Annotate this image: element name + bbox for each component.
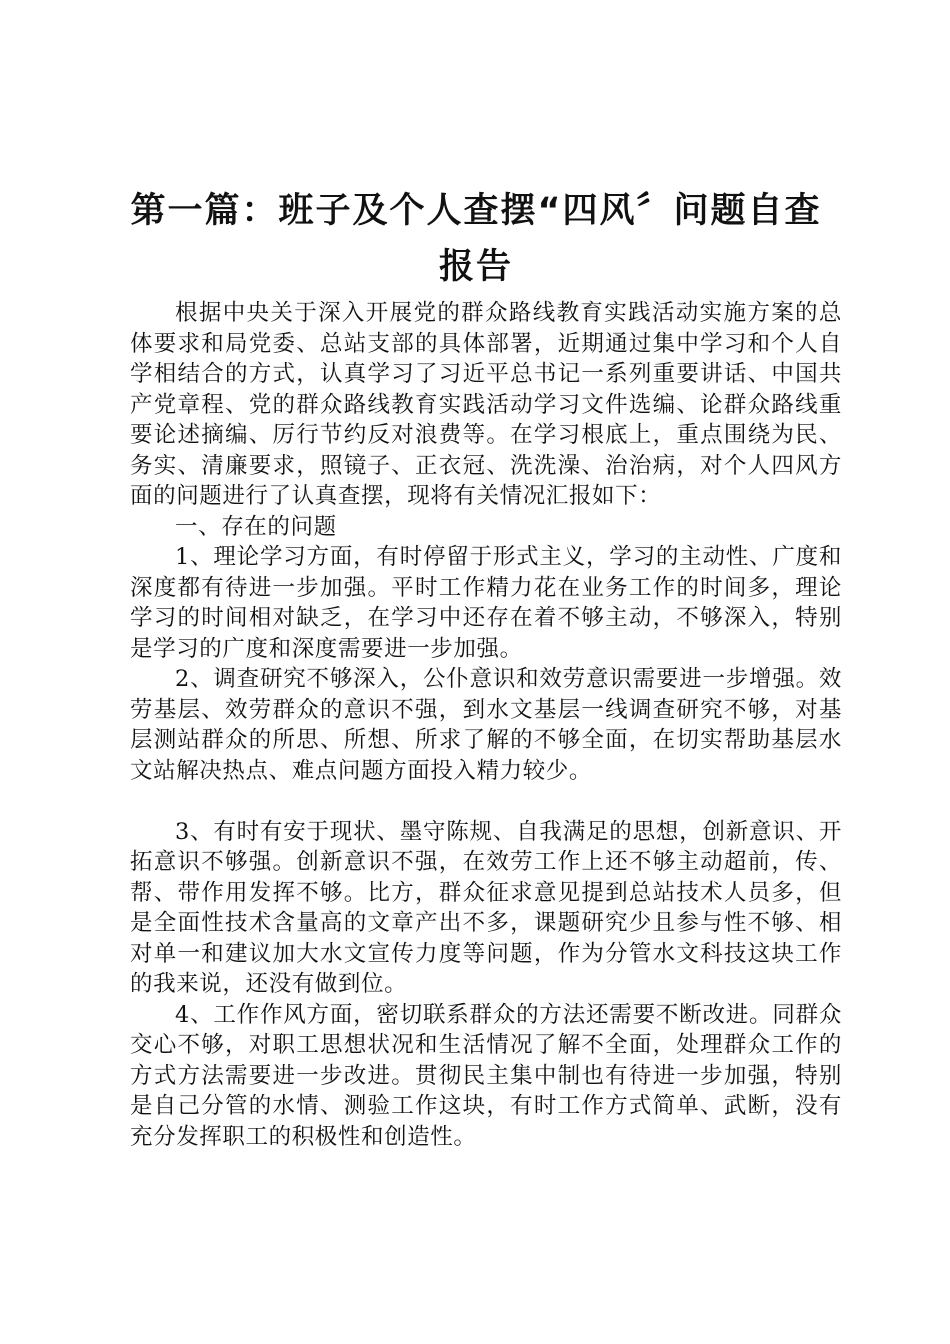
paragraph-item-4: 4、工作作风方面，密切联系群众的方法还需要不断改进。同群众交心不够，对职工思想状况和生活情况了解不全面，处理群众工作的方式方法需要进一步改进。贯彻民主集中制也有待进一步加强，特别是自己分管的水情、测验工作这块，有时工作方式简单、武断，没有充分发挥职工的积极性和创造性。 [130,1001,842,1150]
document-body [130,298,842,1152]
paragraph-item-3: 3、有时有安于现状、墨守陈规、自我满足的思想，创新意识、开拓意识不够强。创新意识不强，在效劳工作上还不够主动超前，传、帮、带作用发挥不够。比方，群众征求意见提到总站技术人员多，但是全面性技术含量高的文章产出不多，课题研究少且参与性不够、相对单一和建议加大水文宣传力度等问题，作为分管水文科技这块工作的我来说，还没有做到位。 [130,818,842,997]
document-title: 第一篇：班子及个人查摆“四风〞问题自查报告 [130,191,822,287]
section-heading-problems: 一、存在的问题 [175,513,337,540]
paragraph-intro: 根据中央关于深入开展党的群众路线教育实践活动实施方案的总体要求和局党委、总站支部的具体部署，近期通过集中学习和个人自学相结合的方式，认真学习了习近平总书记一系列重要讲话、中国共产党章程、党的群众路线教育实践活动学习文件选编、论群众路线重要论述摘编、厉行节约反对浪费等。在学习根底上，重点围绕为民、务实、清廉要求，照镜子、正衣冠、洗洗澡、治治病，对个人四风方面的问题进行了认真查摆，现将有关情况汇报如下： [130,300,842,509]
paragraph-item-1: 1、理论学习方面，有时停留于形式主义，学习的主动性、广度和深度都有待进一步加强。平时工作精力花在业务工作的时间多，理论学习的时间相对缺乏，在学习中还存在着不够主动，不够深入，特别是学习的广度和深度需要进一步加强。 [130,544,842,662]
paragraph-item-2: 2、调查研究不够深入，公仆意识和效劳意识需要进一步增强。效劳基层、效劳群众的意识不强，到水文基层一线调查研究不够，对基层测站群众的所思、所想、所求了解的不够全面，在切实帮助基层水文站解决热点、难点问题方面投入精力较少。 [130,666,842,784]
